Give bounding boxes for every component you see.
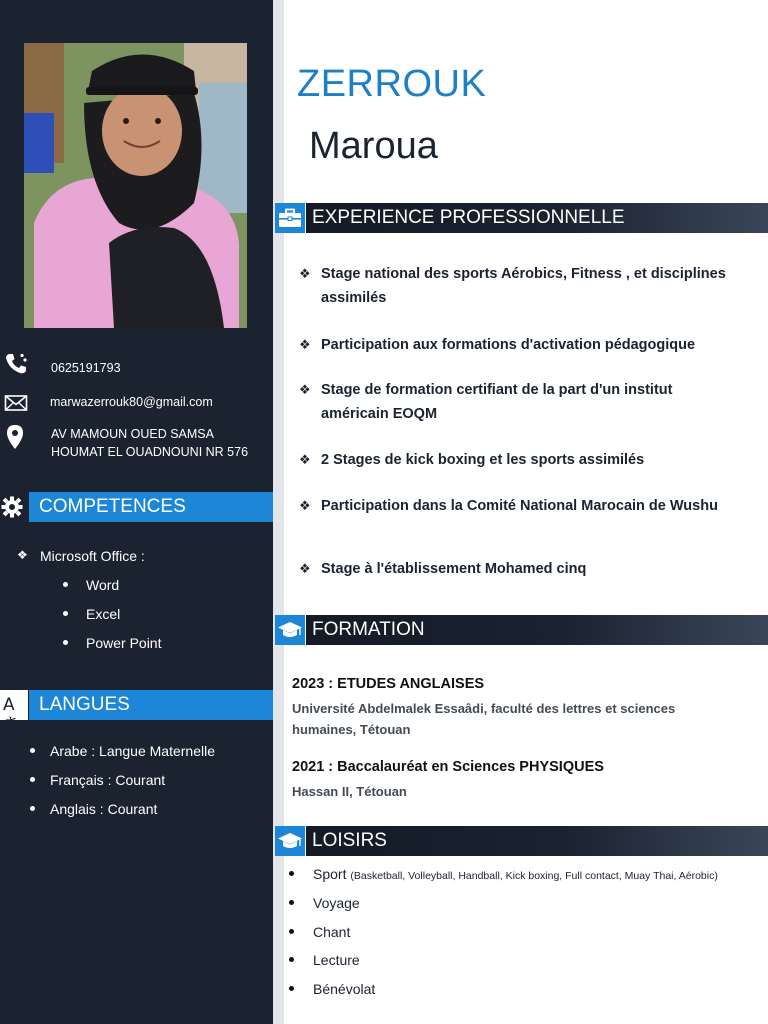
address-line-2: HOUMAT EL OUADNOUNI NR 576 [51,445,249,459]
competences-icon-box [0,492,28,522]
experience-item: Stage de formation certifiant de la part d'un institut américain EOQM [321,382,673,422]
experience-item: Participation dans la Comité National Marocain de Wushu [321,498,718,514]
diamond-bullet-icon: ❖ [299,452,311,467]
contact-phone [0,352,273,376]
bullet-dot [289,986,294,991]
bullet-dot [289,871,294,876]
competences-title: COMPETENCES [39,496,186,517]
language-item: Anglais : Courant [50,801,158,817]
bullet-dot [289,957,294,962]
competence-item: Word [86,577,120,593]
bullet-dot [289,929,294,934]
diamond-bullet-icon: ❖ [299,498,311,513]
diamond-bullet-icon: ❖ [299,337,311,352]
formation-title: FORMATION [312,619,425,640]
email-address: marwazerrouk80@gmail.com [50,395,213,409]
map-pin-icon [5,424,27,446]
language-item: Français : Courant [50,772,166,788]
divider-strip [273,0,284,1024]
competence-group: Microsoft Office : [40,548,145,564]
phone-icon [4,352,26,374]
loisir-item: Voyage [313,895,360,911]
formation-header [275,615,768,645]
loisir-item-sport [313,865,718,885]
bullet-dot [30,748,35,753]
sidebar [0,0,273,1024]
langues-icon-box [0,690,28,735]
experience-title: EXPERIENCE PROFESSIONNELLE [312,207,625,228]
experience-item: Stage national des sports Aérobics, Fitness , et disciplines assimilés [321,266,726,306]
formation-detail-1: Université Abdelmalek Essaâdi, faculté des lettres et sciences humaines, Tétouan [292,701,676,737]
langues-title: LANGUES [39,694,130,715]
loisirs-icon-box [275,826,305,856]
gear-icon [1,496,23,523]
loisir-item: Bénévolat [313,981,376,997]
last-name: ZERROUK [297,63,487,105]
formation-title-2: 2021 : Baccalauréat en Sciences PHYSIQUES [292,759,604,775]
loisir-item: Lecture [313,952,360,968]
competence-item: Excel [86,606,121,622]
diamond-bullet-icon: ❖ [299,266,311,281]
graduation-cap-icon [277,831,303,856]
bullet-dot [63,640,68,645]
bullet-dot [63,582,68,587]
bullet-dot [289,900,294,905]
bullet-dot [30,777,35,782]
loisir-sport-label: Sport [313,866,347,882]
diamond-bullet-icon: ❖ [299,561,311,576]
profile-photo [24,43,247,328]
experience-item: 2 Stages de kick boxing et les sports assimilés [321,452,645,468]
formation-title-1: 2023 : ETUDES ANGLAISES [292,676,485,692]
bullet-dot [63,611,68,616]
briefcase-icon [278,208,302,233]
experience-icon-box [275,203,305,233]
experience-header [275,203,768,233]
phone-number: 0625191793 [51,361,121,375]
address-line-1: AV MAMOUN OUED SAMSA [51,427,214,441]
experience-item: Stage à l'établissement Mohamed cinq [321,561,587,577]
langues-header [0,690,273,735]
contact-address [0,424,273,464]
formation-detail-2: Hassan II, Tétouan [292,784,407,799]
competence-item: Power Point [86,635,162,651]
competences-header [0,492,273,522]
language-item: Arabe : Langue Maternelle [50,743,215,759]
contact-email [0,392,273,416]
diamond-bullet-icon: ❖ [299,382,311,397]
formation-icon-box [275,615,305,645]
loisir-sport-detail: (Basketball, Volleyball, Handball, Kick boxing, Full contact, Muay Thai, Aérobic) [350,870,718,882]
diamond-bullet-icon: ❖ [17,548,28,562]
translate-icon: Aあ [3,695,20,735]
bullet-dot [30,806,35,811]
loisirs-title: LOISIRS [312,830,387,851]
graduation-cap-icon [277,620,303,645]
envelope-icon [4,393,26,415]
experience-item: Participation aux formations d'activation pédagogique [321,337,696,353]
loisir-item: Chant [313,924,351,940]
loisirs-header [275,826,768,856]
first-name: Maroua [309,125,438,167]
